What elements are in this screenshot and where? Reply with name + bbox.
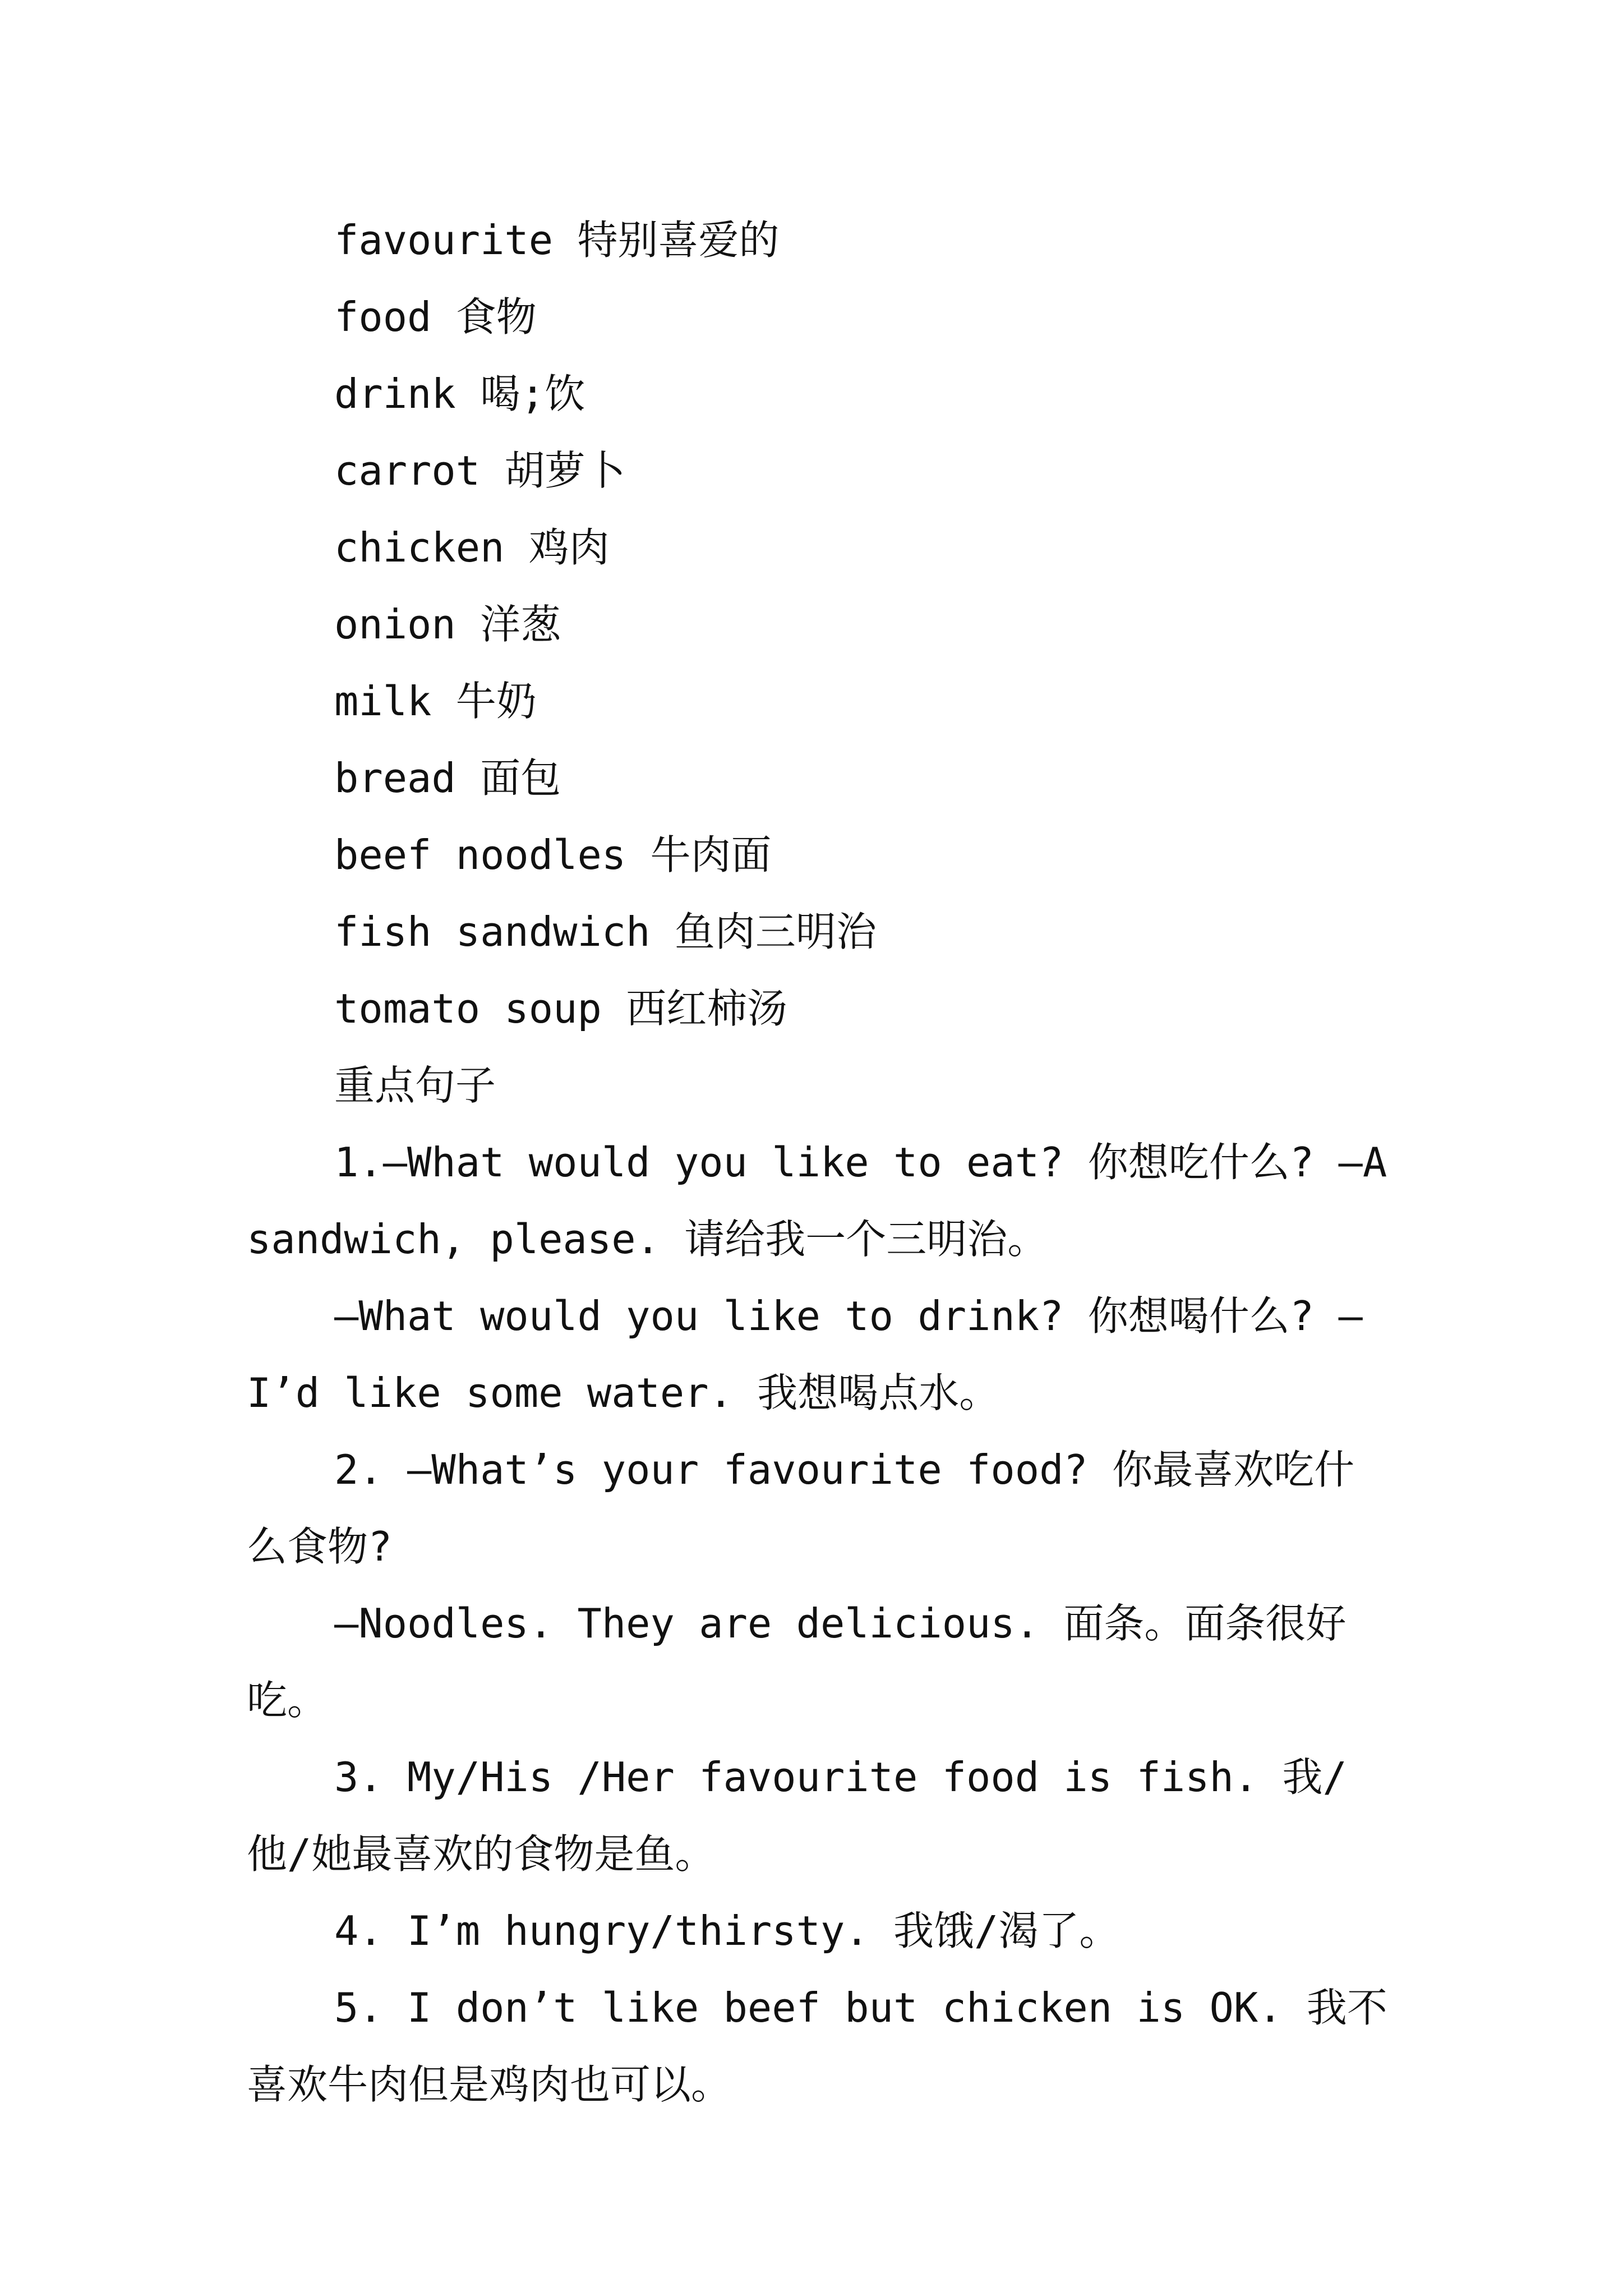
- vocab-item: carrot 胡萝卜: [334, 447, 626, 494]
- sentence-paragraph: 4. I’m hungry/thirsty. 我饿/渴了。: [334, 1907, 1120, 1954]
- section-heading: 重点句子: [334, 1062, 496, 1109]
- vocab-item: tomato soup 西红柿汤: [334, 985, 788, 1032]
- sentence-paragraph: —What would you like to drink? 你想喝什么? —I’d like some water. 我想喝点水。: [247, 1292, 1363, 1416]
- sentence-paragraph: —Noodles. They are delicious. 面条。面条很好吃。: [247, 1600, 1347, 1724]
- vocab-item: bread 面包: [334, 754, 561, 802]
- vocab-item: drink 喝;饮: [334, 370, 585, 417]
- sentence-paragraph: 2. —What’s your favourite food? 你最喜欢吃什么食物?: [247, 1446, 1355, 1570]
- vocab-item: milk 牛奶: [334, 678, 537, 725]
- sentence-paragraph: 3. My/His /Her favourite food is fish. 我/他/她最喜欢的食物是鱼。: [247, 1754, 1347, 1878]
- sentence-paragraph: 1.—What would you like to eat? 你想吃什么? —A sandwich, please. 请给我一个三明治。: [247, 1139, 1412, 1263]
- vocab-item: food 食物: [334, 293, 537, 341]
- document-body: [247, 202, 1412, 2123]
- vocab-item: onion 洋葱: [334, 601, 561, 648]
- vocab-item: fish sandwich 鱼肉三明治: [334, 908, 877, 955]
- vocabulary-list: [247, 202, 1391, 1124]
- vocab-item: favourite 特别喜爱的: [334, 217, 780, 264]
- sentence-paragraph: 5. I don’t like beef but chicken is OK. 我不喜欢牛肉但是鸡肉也可以。: [247, 1984, 1387, 2108]
- key-sentences: [247, 1124, 1412, 2123]
- vocab-item: beef noodles 牛肉面: [334, 831, 772, 878]
- vocab-item: chicken 鸡肉: [334, 524, 610, 571]
